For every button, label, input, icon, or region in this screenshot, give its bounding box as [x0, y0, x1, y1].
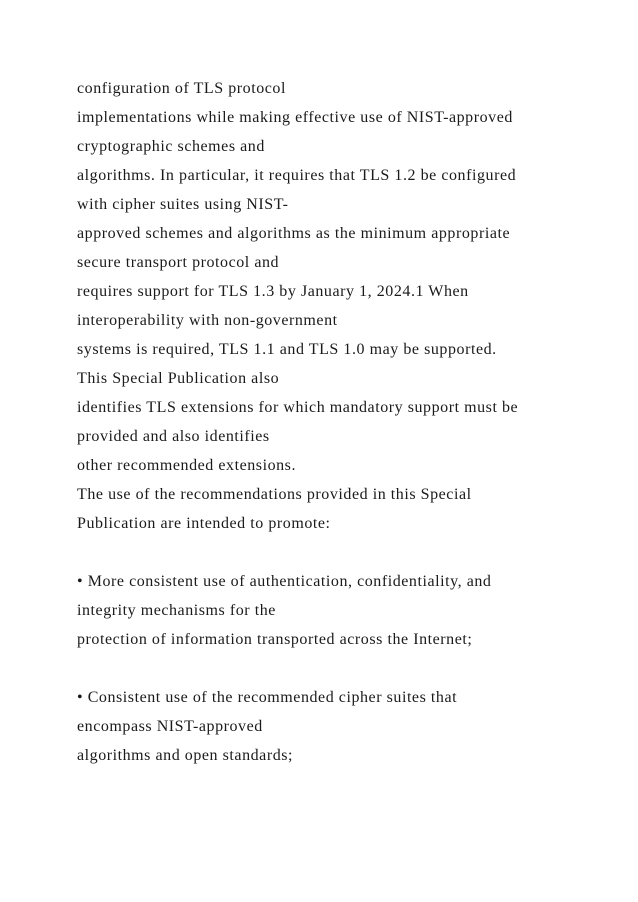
text-line: algorithms and open standards;: [77, 747, 294, 764]
blank-line: [77, 654, 617, 683]
text-line: integrity mechanisms for the: [77, 602, 276, 619]
text-line: This Special Publication also: [77, 370, 280, 387]
bullet-line: • Consistent use of the recommended cipher suites that: [77, 689, 458, 706]
text-line: requires support for TLS 1.3 by January 1, 2024.1 When: [77, 283, 469, 300]
text-line: other recommended extensions.: [77, 457, 296, 474]
text-line: algorithms. In particular, it requires that TLS 1.2 be configured: [77, 167, 517, 184]
bullet-line: • More consistent use of authentication, confidentiality, and: [77, 573, 492, 590]
text-line: implementations while making effective use of NIST-approved: [77, 109, 513, 126]
body-text: [77, 74, 617, 770]
text-line: cryptographic schemes and: [77, 138, 265, 155]
text-line: with cipher suites using NIST-: [77, 196, 289, 213]
text-line: interoperability with non-government: [77, 312, 338, 329]
text-line: The use of the recommendations provided in this Special: [77, 486, 472, 503]
text-line: approved schemes and algorithms as the minimum appropriate: [77, 225, 511, 242]
text-line: systems is required, TLS 1.1 and TLS 1.0 may be supported.: [77, 341, 497, 358]
text-line: protection of information transported across the Internet;: [77, 631, 473, 648]
text-line: identifies TLS extensions for which mandatory support must be: [77, 399, 519, 416]
text-line: encompass NIST-approved: [77, 718, 263, 735]
text-line: configuration of TLS protocol: [77, 80, 286, 97]
text-line: secure transport protocol and: [77, 254, 280, 271]
blank-line: [77, 538, 617, 567]
text-line: Publication are intended to promote:: [77, 515, 331, 532]
text-line: provided and also identifies: [77, 428, 270, 445]
